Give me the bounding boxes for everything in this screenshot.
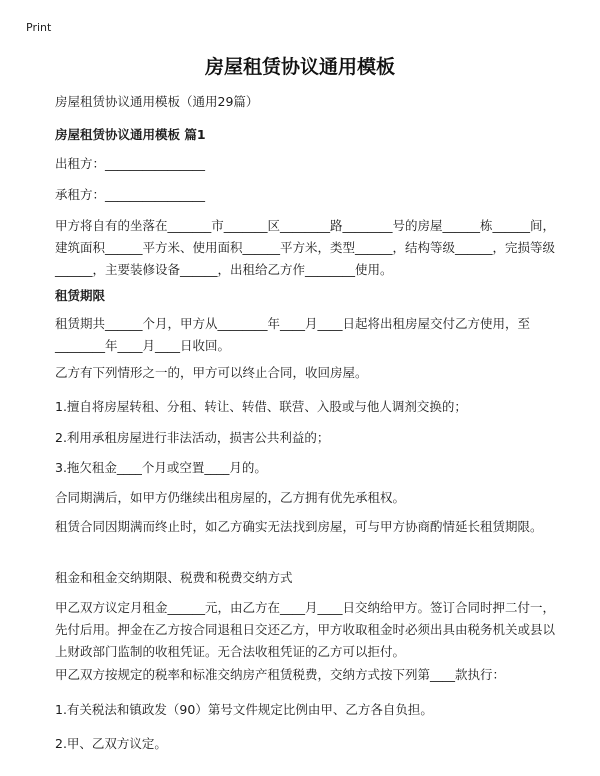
priority-paragraph: 合同期满后，如甲方仍继续出租房屋的，乙方拥有优先承租权。 <box>55 490 406 505</box>
tax-item-1: 1.有关税法和镇政发（90）第号文件规定比例由甲、乙方各自负担。 <box>55 702 433 717</box>
lessor-line: 出租方：________________ <box>55 156 206 171</box>
extension-paragraph: 租赁合同因期满而终止时，如乙方确实无法找到房屋，可与甲方协商酌情延长租赁期限。 <box>55 519 543 534</box>
rent-paragraph: 甲乙双方议定月租金______元，由乙方在____月____日交纳给甲方。签订合同时押二付一，先付后用。押金在乙方按合同退租日交还乙方，甲方收取租金时必须出具由税务机关或县以上财政部门监制的收租凭证。无合法收租凭证的乙方可以拒付。 <box>55 600 556 659</box>
section-heading: 房屋租赁协议通用模板 篇1 <box>55 127 206 142</box>
document-subtitle: 房屋租赁协议通用模板（通用29篇） <box>55 94 259 109</box>
termination-intro: 乙方有下列情形之一的，甲方可以终止合同，收回房屋。 <box>55 365 368 380</box>
print-link[interactable]: Print <box>26 21 52 34</box>
lease-term-heading: 租赁期限 <box>55 288 106 303</box>
document-title: 房屋租赁协议通用模板 <box>204 56 395 78</box>
tax-paragraph: 甲乙双方按规定的税率和标准交纳房产租赁税费，交纳方式按下列第____款执行： <box>55 667 506 682</box>
property-paragraph: 甲方将自有的坐落在_______市_______区________路________号的房屋______栋______间，建筑面积______平方米、使用面积______平方米，类型______，结构等级______，完损等级______，主要装修设备______，出租给乙方作________使用。 <box>55 218 556 277</box>
termination-item-2: 2.利用承租房屋进行非法活动，损害公共利益的； <box>55 430 330 445</box>
tax-item-2: 2.甲、乙双方议定。 <box>55 736 167 751</box>
termination-item-1: 1.擅自将房屋转租、分租、转让、转借、联营、入股或与他人调剂交换的； <box>55 399 467 414</box>
termination-item-3: 3.拖欠租金____个月或空置____月的。 <box>55 460 267 475</box>
lease-term-paragraph: 租赁期共______个月，甲方从________年____月____日起将出租房屋交付乙方使用，至________年____月____日收回。 <box>55 316 531 353</box>
lessee-line: 承租方：________________ <box>55 187 206 202</box>
rent-heading: 租金和租金交纳期限、税费和税费交纳方式 <box>55 570 293 585</box>
